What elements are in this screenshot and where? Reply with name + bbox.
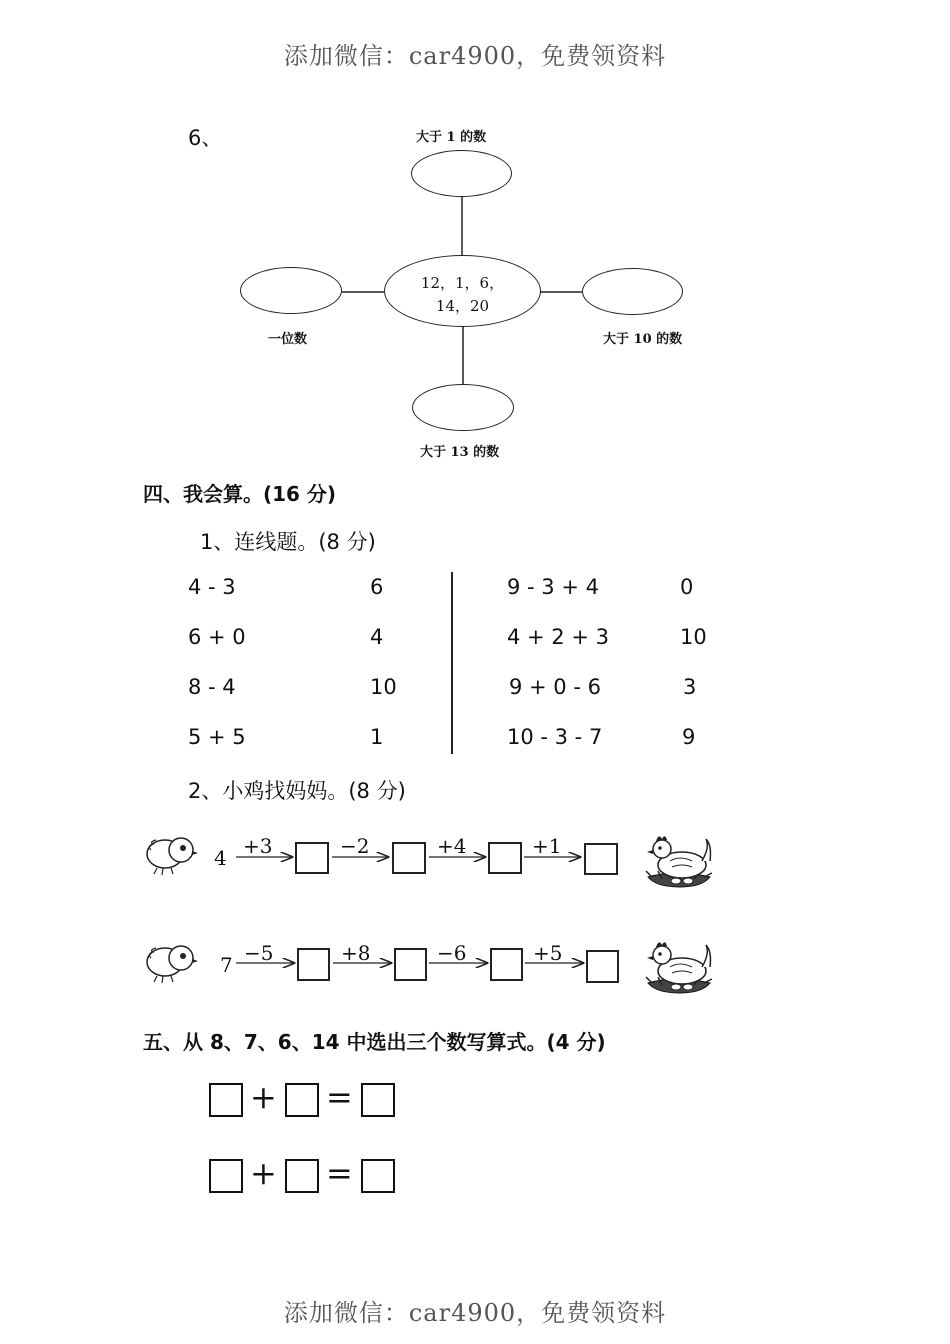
chain-op-label: +1 [532, 834, 562, 858]
section-5-title: 五、从 8、7、6、14 中选出三个数写算式。(4 分) [143, 1030, 606, 1054]
ellipse-top[interactable] [411, 150, 512, 197]
chain-op-label: +4 [437, 834, 467, 858]
section-4-title: 四、我会算。(16 分) [143, 482, 337, 506]
section-4-sub1: 1、连线题。(8 分) [200, 530, 376, 554]
arrow-icon [427, 850, 489, 864]
equals-sign: = [326, 1154, 353, 1192]
watermark-top: 添加微信：car4900，免费领资料 [283, 42, 667, 70]
label-greater-than-13: 大于 13 的数 [420, 445, 500, 460]
center-numbers-line2: 14，20 [435, 297, 490, 315]
column-divider [451, 572, 453, 754]
arrow-icon [523, 956, 587, 970]
chick-icon [145, 940, 205, 990]
chain-op-label: +3 [243, 834, 273, 858]
arrow-icon [331, 956, 395, 970]
watermark-bottom: 添加微信：car4900，免费领资料 [283, 1299, 667, 1327]
arrow-icon [330, 850, 392, 864]
left-answer[interactable]: 4 [370, 625, 384, 649]
plus-sign: + [250, 1078, 277, 1116]
right-expr[interactable]: 9 - 3 + 4 [507, 575, 599, 599]
ellipse-left[interactable] [240, 267, 342, 314]
chain-op-label: +5 [533, 941, 563, 965]
plus-sign: + [250, 1154, 277, 1192]
answer-box[interactable] [394, 948, 427, 981]
left-answer[interactable]: 1 [370, 725, 384, 749]
equation-box[interactable] [209, 1083, 243, 1117]
answer-box[interactable] [488, 842, 522, 874]
arrow-icon [234, 956, 298, 970]
answer-box[interactable] [392, 842, 426, 874]
hen-icon [642, 831, 718, 893]
right-answer[interactable]: 3 [683, 675, 697, 699]
left-answer[interactable]: 6 [370, 575, 384, 599]
right-answer[interactable]: 9 [682, 725, 696, 749]
center-numbers-line1: 12，1，6， [420, 274, 505, 292]
right-answer[interactable]: 0 [680, 575, 694, 599]
answer-box[interactable] [295, 842, 329, 874]
question-6-number: 6、 [188, 126, 223, 150]
arrow-icon [522, 850, 584, 864]
left-answer[interactable]: 10 [370, 675, 397, 699]
chain-op-label: +8 [341, 941, 371, 965]
chain-op-label: −2 [340, 834, 370, 858]
equation-box[interactable] [285, 1159, 319, 1193]
chain-start-number: 4 [214, 846, 227, 870]
ellipse-center [384, 255, 541, 327]
equation-box[interactable] [361, 1159, 395, 1193]
right-answer[interactable]: 10 [680, 625, 707, 649]
ellipse-right[interactable] [582, 268, 683, 315]
left-expr[interactable]: 6 + 0 [188, 625, 246, 649]
label-greater-than-10: 大于 10 的数 [603, 332, 683, 347]
left-expr[interactable]: 4 - 3 [188, 575, 236, 599]
left-expr[interactable]: 8 - 4 [188, 675, 236, 699]
equation-box[interactable] [209, 1159, 243, 1193]
label-one-digit: 一位数 [268, 332, 308, 347]
answer-box[interactable] [586, 950, 619, 983]
chain-start-number: 7 [220, 953, 233, 977]
chain-op-label: −6 [437, 941, 467, 965]
equation-box[interactable] [285, 1083, 319, 1117]
answer-box[interactable] [490, 948, 523, 981]
arrow-icon [427, 956, 491, 970]
right-expr[interactable]: 9 + 0 - 6 [509, 675, 601, 699]
chick-icon [145, 832, 205, 882]
answer-box[interactable] [297, 948, 330, 981]
chain-op-label: −5 [244, 941, 274, 965]
right-expr[interactable]: 4 + 2 + 3 [507, 625, 609, 649]
label-greater-than-1: 大于 1 的数 [416, 130, 487, 145]
arrow-icon [234, 850, 296, 864]
left-expr[interactable]: 5 + 5 [188, 725, 246, 749]
answer-box[interactable] [584, 843, 618, 875]
right-expr[interactable]: 10 - 3 - 7 [507, 725, 603, 749]
equals-sign: = [326, 1078, 353, 1116]
hen-icon [642, 937, 718, 999]
section-4-sub2: 2、小鸡找妈妈。(8 分) [188, 779, 406, 803]
ellipse-bottom[interactable] [412, 384, 514, 431]
equation-box[interactable] [361, 1083, 395, 1117]
